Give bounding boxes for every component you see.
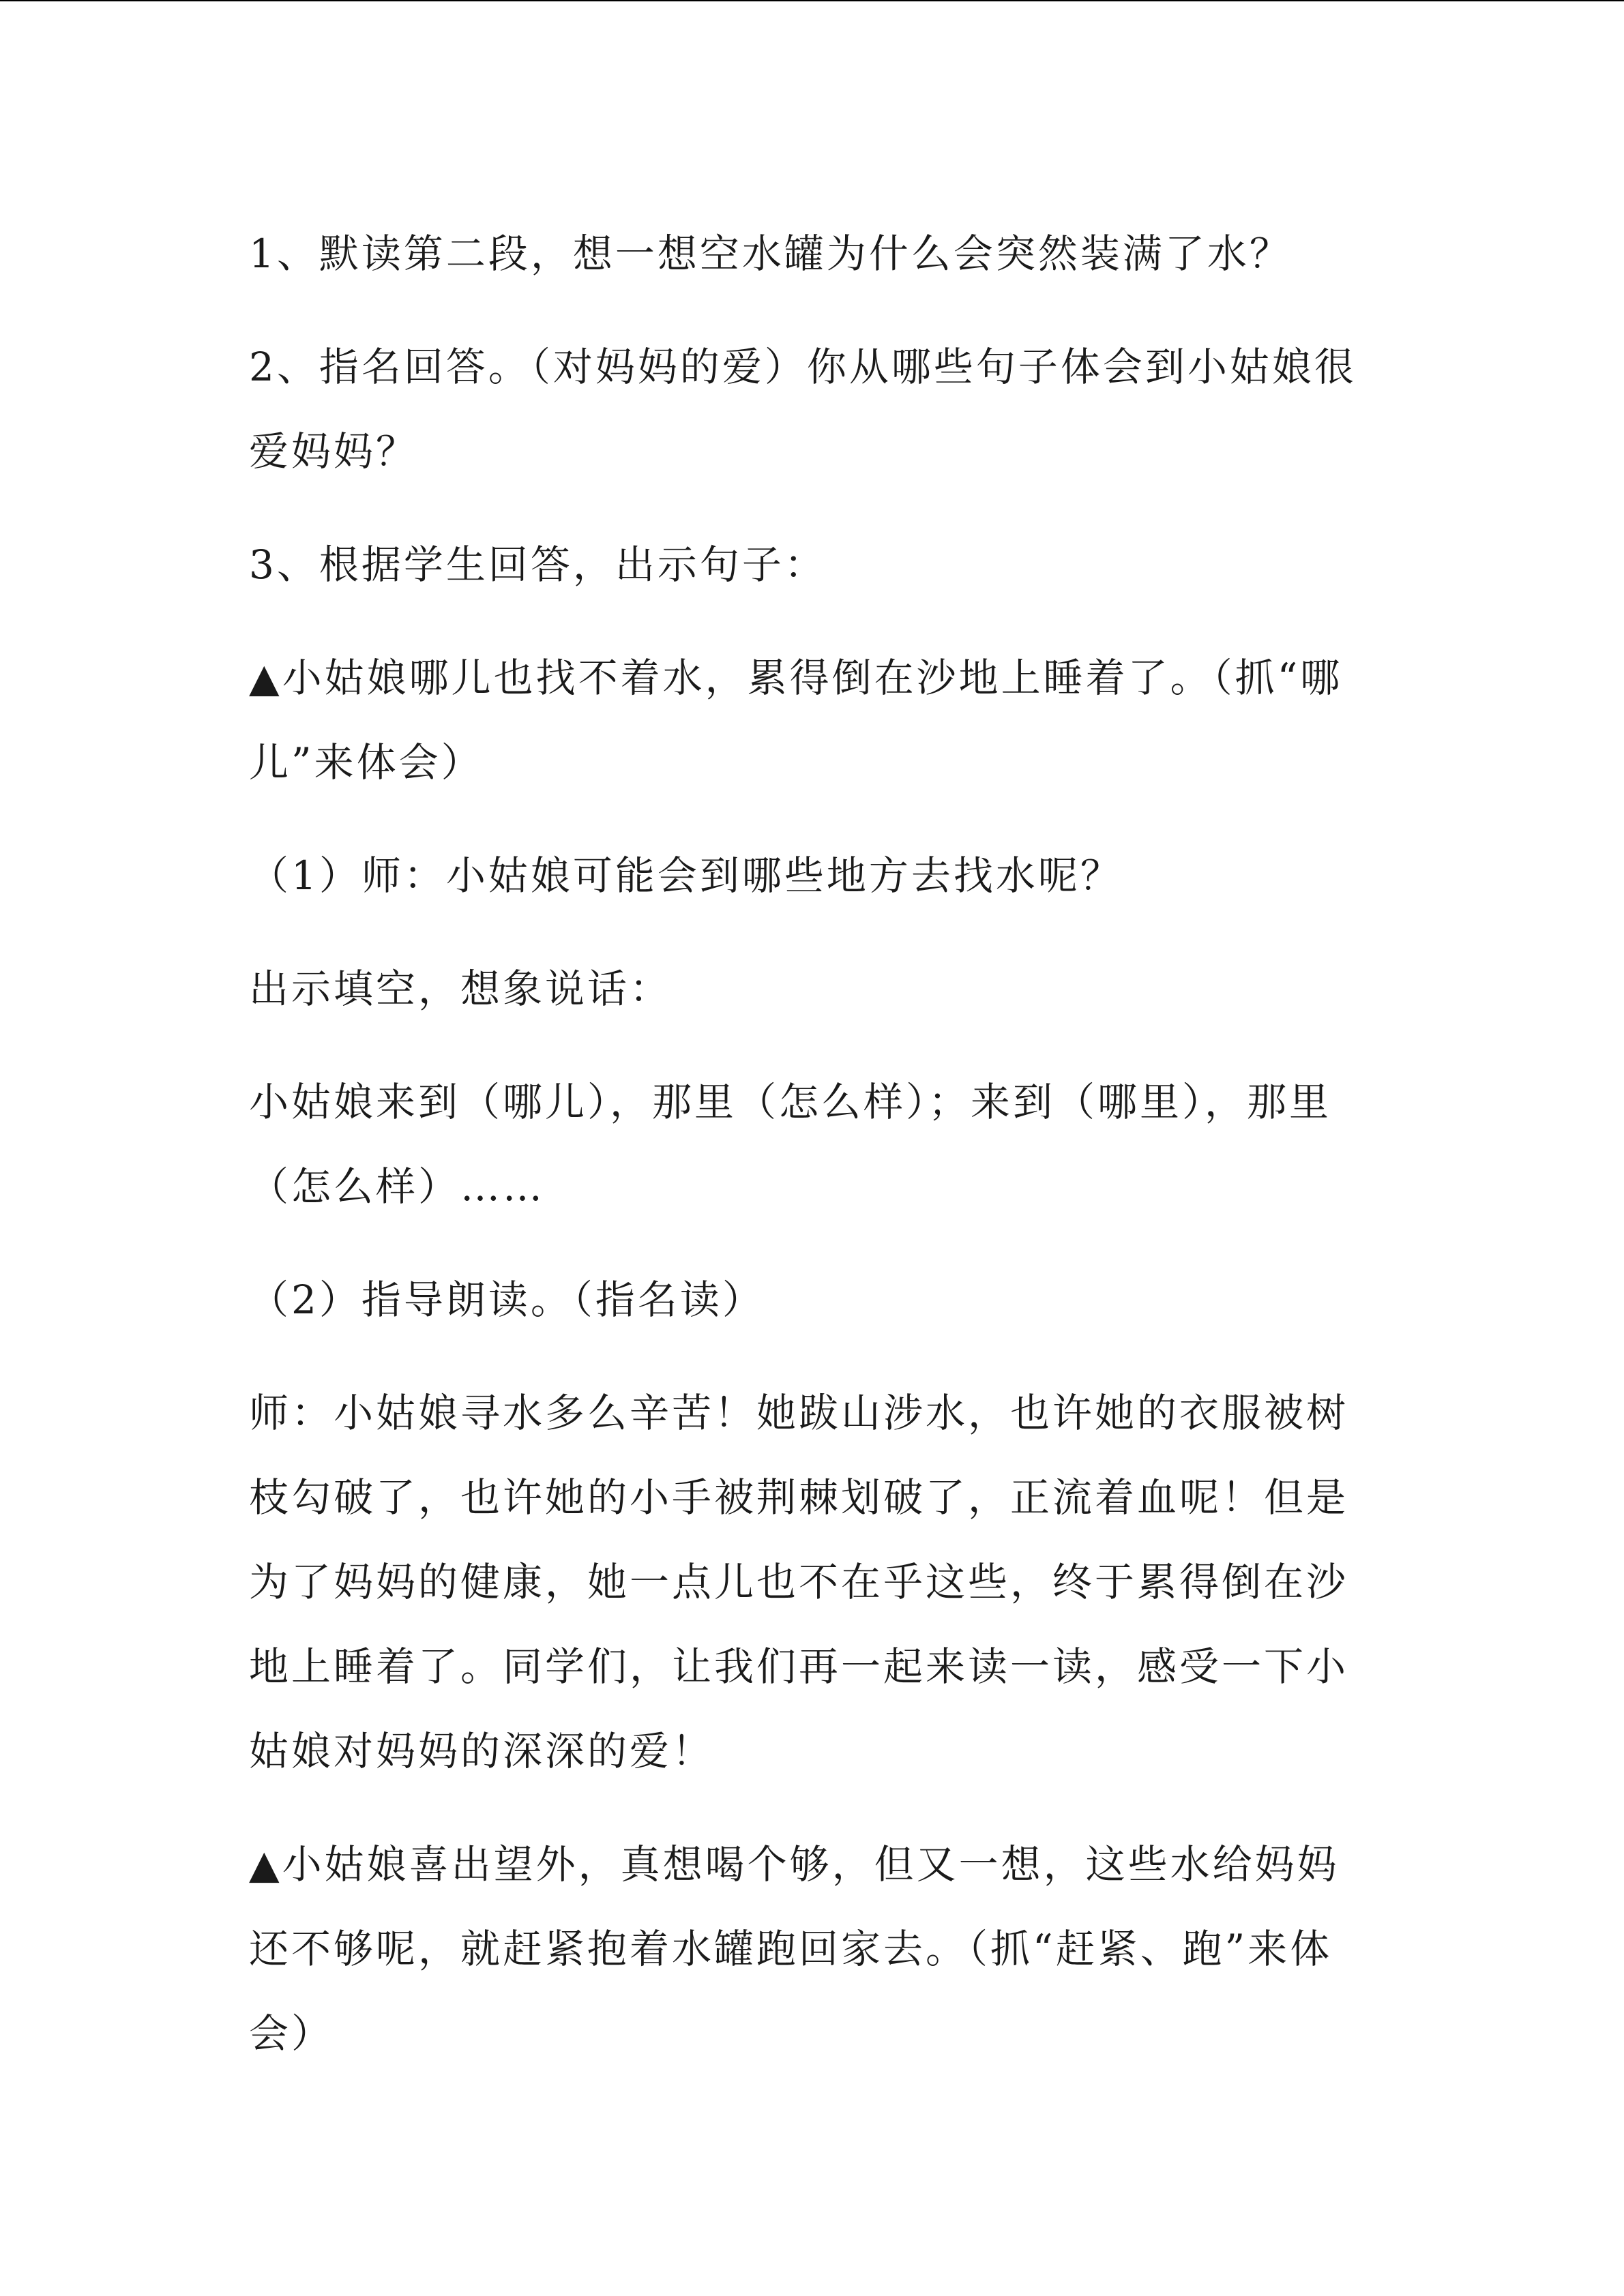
paragraph-question-2: 2、指名回答。（对妈妈的爱）你从哪些句子体会到小姑娘很爱妈妈？ <box>249 344 1357 475</box>
paragraph-sentence-1: ▲小姑娘哪儿也找不着水，累得倒在沙地上睡着了。（抓“哪儿”来体会） <box>249 655 1343 786</box>
paragraph-question-3: 3、根据学生回答，出示句子： <box>249 541 827 588</box>
paragraph-fill-blank-template: 小姑娘来到（哪儿），那里（怎么样）；来到（哪里），那里（怎么样）…… <box>249 1079 1332 1210</box>
paragraph-step-1: （1）师：小姑娘可能会到哪些地方去找水呢？ <box>249 852 1123 899</box>
paragraph-step-2: （2）指导朗读。（指名读） <box>249 1277 765 1323</box>
paragraph-teacher-talk: 师：小姑娘寻水多么辛苦！她跋山涉水，也许她的衣服被树枝勾破了，也许她的小手被荆棘划破了，正流着血呢！但是为了妈妈的健康，她一点儿也不在乎这些，终于累得倒在沙地上睡着了。同学们，让我们再一起来读一读，感受一下小姑娘对妈妈的深深的爱！ <box>249 1390 1349 1774</box>
paragraph-question-1: 1、默读第二段，想一想空水罐为什么会突然装满了水？ <box>249 230 1292 277</box>
paragraph-sentence-2: ▲小姑娘喜出望外，真想喝个够，但又一想，这些水给妈妈还不够呢，就赶紧抱着水罐跑回家去。（抓“赶紧、跑”来体会） <box>249 1841 1340 2057</box>
document-body <box>249 211 1381 2104</box>
paragraph-fill-blank-intro: 出示填空，想象说话： <box>249 966 673 1012</box>
